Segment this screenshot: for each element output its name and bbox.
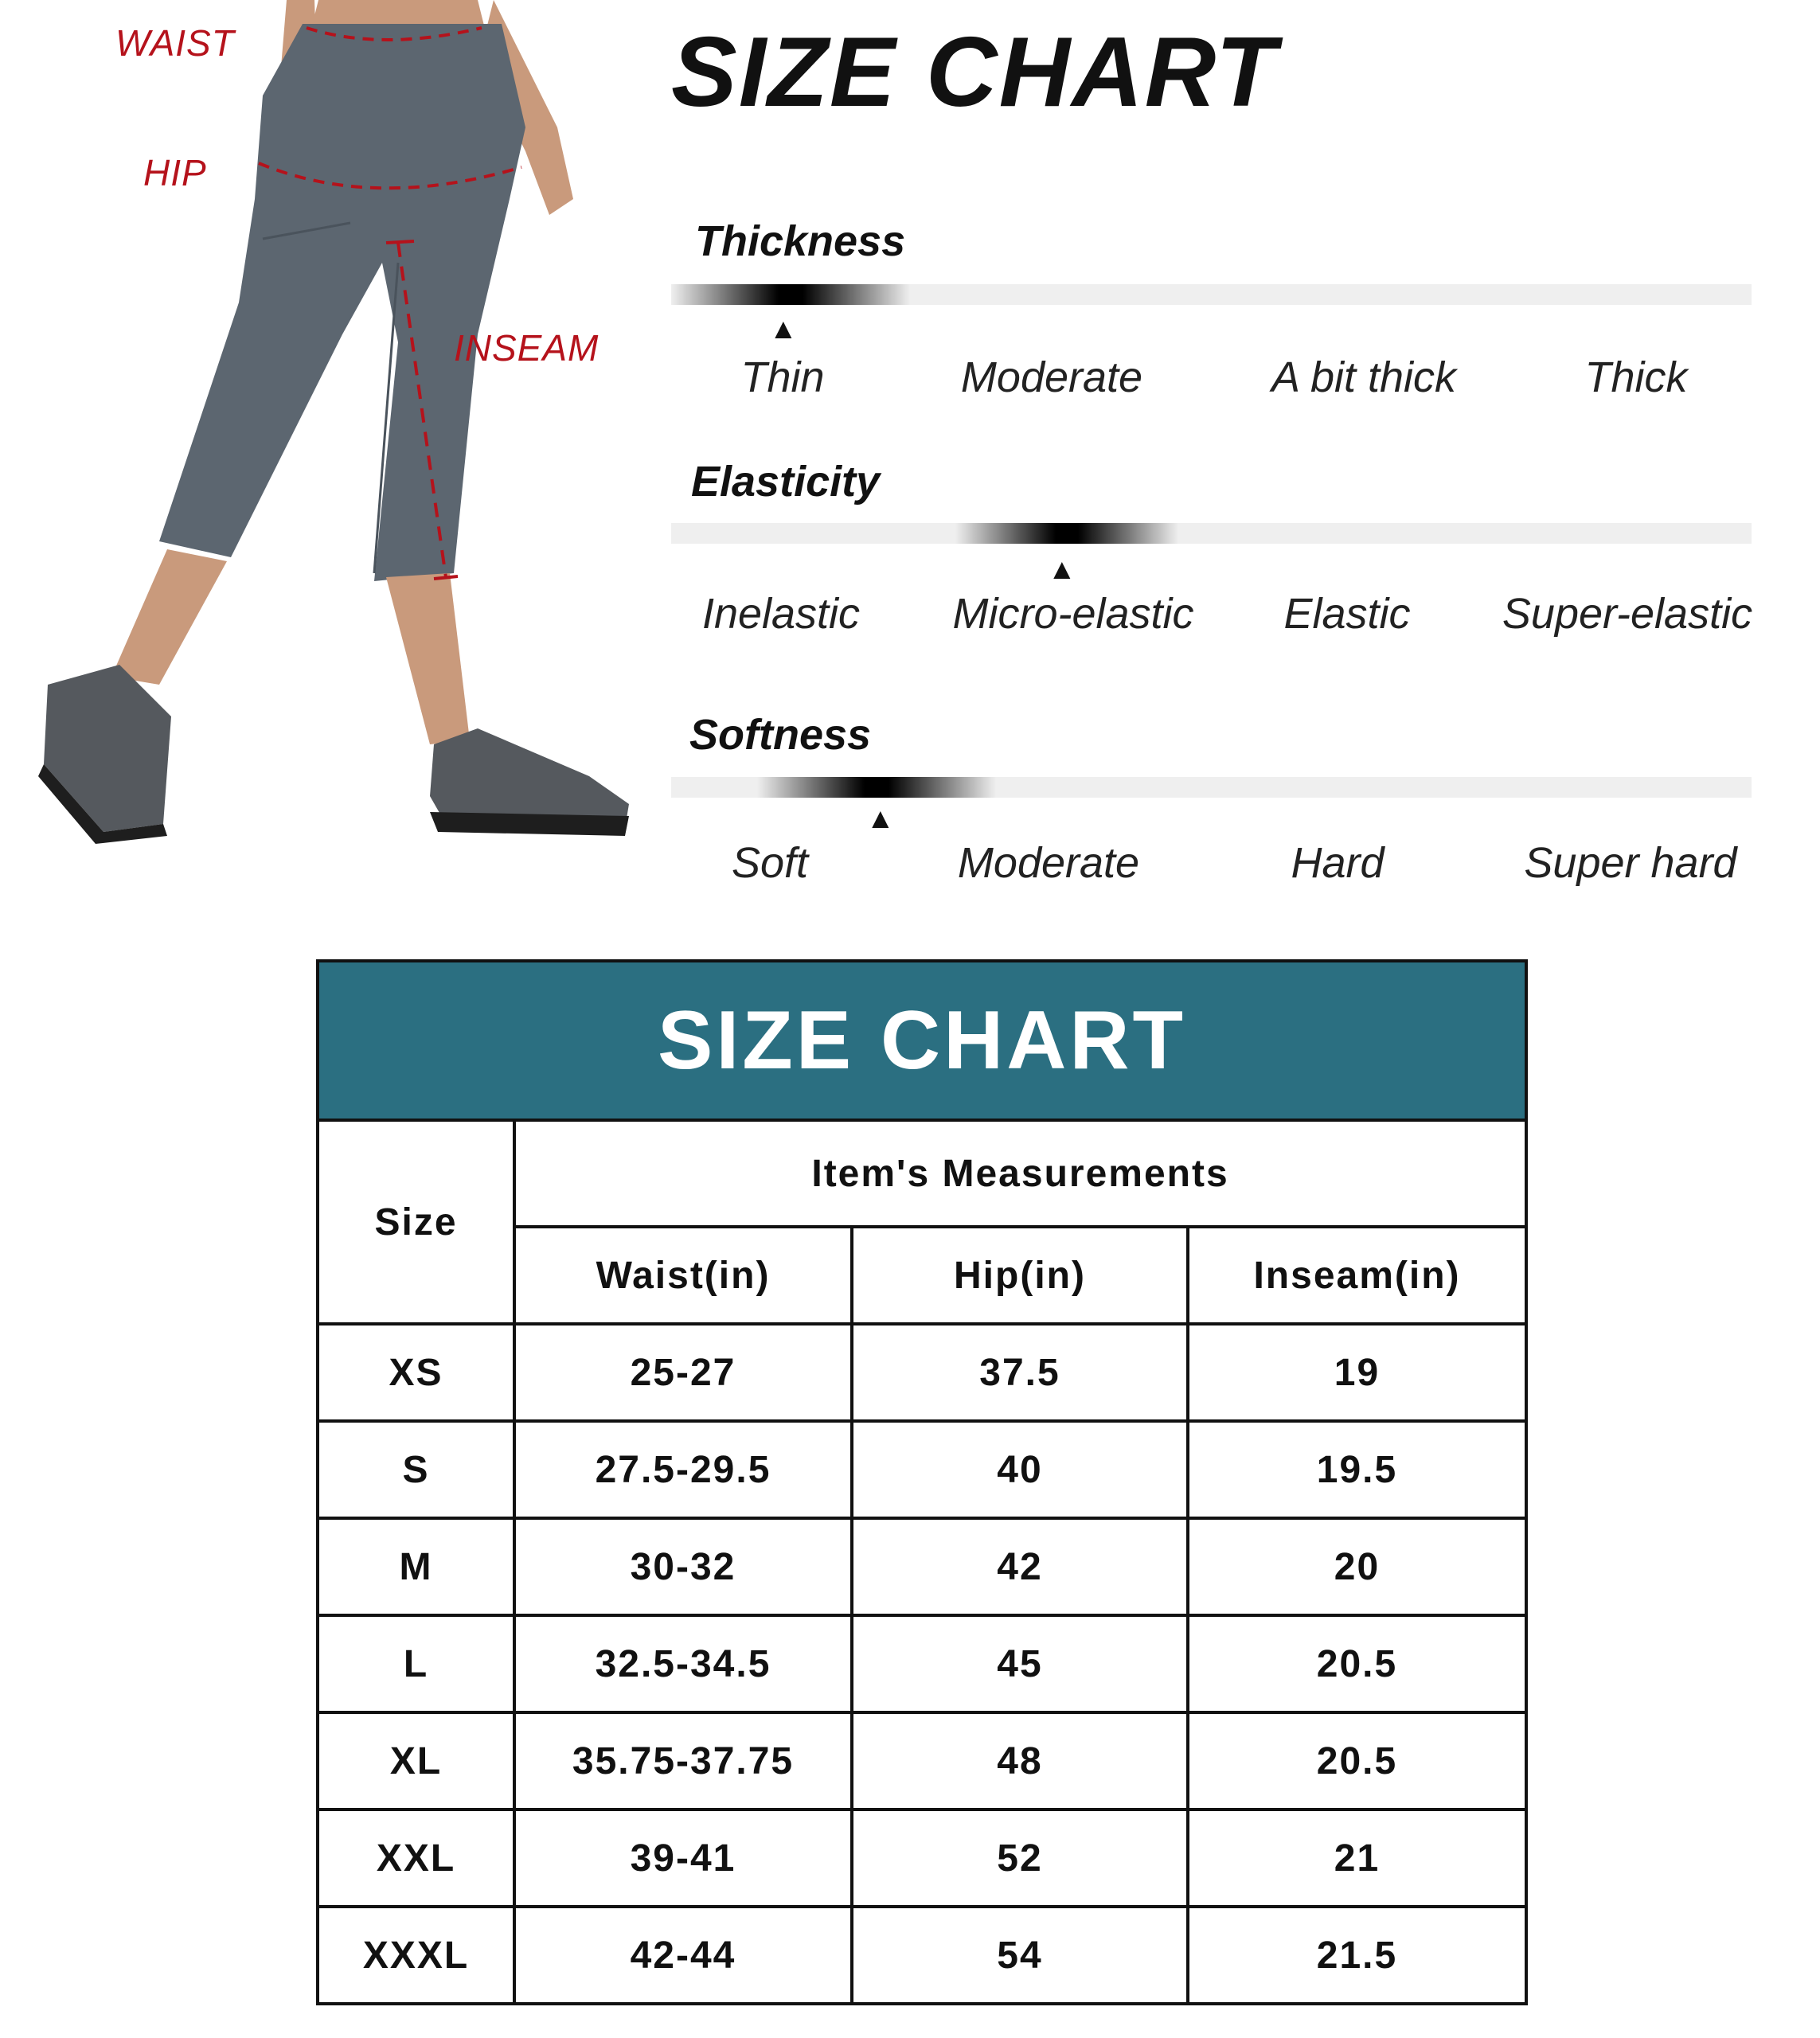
table-row: [318, 1615, 1526, 1712]
pants: [159, 24, 525, 581]
table-row: [318, 1907, 1526, 2004]
softness-marker-icon: ▲: [866, 802, 895, 834]
thickness-option-a-bit-thick: A bit thick: [1271, 353, 1457, 401]
size-table: [316, 959, 1528, 2005]
waist-cell: 35.75-37.75: [514, 1712, 852, 1810]
softness-option-moderate: Moderate: [957, 839, 1140, 887]
elasticity-title: Elasticity: [691, 458, 881, 506]
waist-cell: 30-32: [514, 1518, 852, 1615]
hip-cell: 45: [852, 1615, 1188, 1712]
softness-option-soft: Soft: [731, 839, 809, 887]
size-header: Size: [318, 1120, 514, 1324]
size-cell: L: [318, 1615, 514, 1712]
elasticity-marker-icon: ▲: [1048, 552, 1076, 585]
table-row: [318, 1324, 1526, 1421]
hip-cell: 40: [852, 1421, 1188, 1518]
hip-cell: 48: [852, 1712, 1188, 1810]
elasticity-option-super-elastic: Super-elastic: [1502, 590, 1753, 638]
inseam-tick-top: [386, 241, 414, 243]
hip-cell: 42: [852, 1518, 1188, 1615]
elasticity-indicator: [955, 523, 1178, 544]
inseam-cell: 19: [1188, 1324, 1526, 1421]
model-illustration: [0, 0, 653, 876]
size-cell: S: [318, 1421, 514, 1518]
waist-cell: 39-41: [514, 1810, 852, 1907]
waist-label: WAIST: [115, 22, 235, 64]
left-calf: [111, 549, 227, 685]
thickness-title: Thickness: [695, 217, 906, 265]
inseam-cell: 20: [1188, 1518, 1526, 1615]
elasticity-option-micro-elastic: Micro-elastic: [952, 590, 1194, 638]
waist-header: Waist(in): [514, 1227, 852, 1324]
waist-cell: 42-44: [514, 1907, 852, 2004]
inseam-cell: 20.5: [1188, 1712, 1526, 1810]
right-shoe-sole: [430, 812, 629, 836]
thickness-option-thin: Thin: [740, 353, 825, 401]
inseam-cell: 21: [1188, 1810, 1526, 1907]
elasticity-option-elastic: Elastic: [1283, 590, 1411, 638]
thickness-option-thick: Thick: [1584, 353, 1688, 401]
thickness-scale: [671, 284, 1752, 305]
waist-cell: 27.5-29.5: [514, 1421, 852, 1518]
size-cell: XXXL: [318, 1907, 514, 2004]
inseam-cell: 21.5: [1188, 1907, 1526, 2004]
table-row: [318, 1421, 1526, 1518]
right-calf: [386, 573, 470, 744]
measurements-header: Item's Measurements: [514, 1120, 1526, 1227]
softness-title: Softness: [689, 711, 872, 759]
hip-label: HIP: [143, 152, 207, 193]
thickness-option-moderate: Moderate: [960, 353, 1143, 401]
size-cell: XL: [318, 1712, 514, 1810]
table-row: [318, 1712, 1526, 1810]
thickness-indicator: [671, 284, 910, 305]
inseam-header: Inseam(in): [1188, 1227, 1526, 1324]
softness-option-super-hard: Super hard: [1524, 839, 1737, 887]
hip-cell: 54: [852, 1907, 1188, 2004]
inseam-label: INSEAM: [454, 327, 600, 369]
size-cell: XS: [318, 1324, 514, 1421]
softness-option-hard: Hard: [1291, 839, 1385, 887]
thickness-marker-icon: ▲: [769, 312, 798, 345]
hip-cell: 52: [852, 1810, 1188, 1907]
elasticity-scale: [671, 523, 1752, 544]
page-title: SIZE CHART: [671, 18, 1278, 127]
elasticity-option-inelastic: Inelastic: [701, 590, 861, 638]
inseam-cell: 20.5: [1188, 1615, 1526, 1712]
hip-header: Hip(in): [852, 1227, 1188, 1324]
left-shoe: [44, 665, 171, 832]
table-row: [318, 1518, 1526, 1615]
inseam-cell: 19.5: [1188, 1421, 1526, 1518]
size-cell: XXL: [318, 1810, 514, 1907]
softness-indicator: [757, 777, 996, 798]
hip-cell: 37.5: [852, 1324, 1188, 1421]
softness-scale: [671, 777, 1752, 798]
waist-cell: 32.5-34.5: [514, 1615, 852, 1712]
table-title: SIZE CHART: [318, 961, 1526, 1120]
size-cell: M: [318, 1518, 514, 1615]
waist-cell: 25-27: [514, 1324, 852, 1421]
table-row: [318, 1810, 1526, 1907]
